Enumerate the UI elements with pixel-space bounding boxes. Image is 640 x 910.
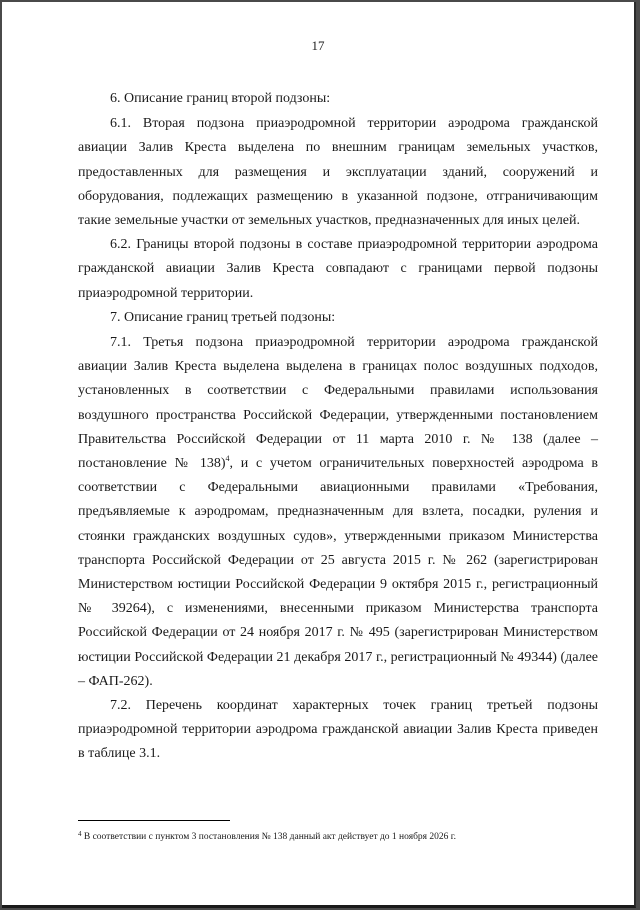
footnote-marker: 4 [78, 830, 82, 838]
paragraph-6-2: 6.2. Границы второй подзоны в составе приаэродромной территории аэродрома гражданской авиации Залив Креста совпадают с границами первой подзоны приаэродромной территории. [78, 237, 598, 301]
footnote [78, 831, 598, 843]
footnote-reference: 4 [225, 454, 230, 464]
paragraph-7-2: 7.2. Перечень координат характерных точек границ третьей подзоны приаэродромной территории аэродрома гражданской авиации Залив Креста приведен в таблице 3.1. [78, 698, 598, 762]
paragraph-7-1 [78, 331, 598, 694]
footnote-separator [78, 820, 230, 821]
paragraph-7-1-text-start: 7.1. Третья подзона приаэродромной территории аэродрома гражданской авиации Залив Креста выделена выделена в границах полос воздушных подходов, установленных в соответствии с Федеральными правилами использования воздушного пространства Российской Федерации, утвержденными постановлением Правительства Российской Федерации от 11 марта 2010 г. № 138 (далее – постановление № 138) [78, 335, 598, 472]
paragraph-7-1-text-end: , и с учетом ограничительных поверхностей аэродрома в соответствии с Федеральными авиационными правилами «Требования, предъявляемые к аэродромам, предназначенным для взлета, посадки, руления и стоянки гражданских воздушных судов», утвержденными приказом Министерства транспорта Российской Федерации от 25 августа 2015 г. № 262 (зарегистрирован Министерством юстиции Российской Федерации 9 октября 2015 г., регистрационный № 39264), с изменениями, внесенными приказом Министерства транспорта Российской Федерации от 24 ноября 2017 г. № 495 (зарегистрирован Министерством юстиции Российской Федерации 21 декабря 2017 г., регистрационный № 49344) (далее – ФАП-262). [78, 456, 598, 689]
footnote-text: В соответствии с пунктом 3 постановления № 138 данный акт действует до 1 ноября 2026 г. [81, 832, 456, 842]
section-7-heading: 7. Описание границ третьей подзоны: [110, 309, 336, 325]
section-6-heading: 6. Описание границ второй подзоны: [110, 91, 331, 106]
document-page [2, 2, 636, 908]
document-body [78, 87, 598, 767]
paragraph-6-1: 6.1. Вторая подзона приаэродромной территории аэродрома гражданской авиации Залив Креста выделена по внешним границам земельных участков, предоставленных для размещения и эксплуатации зданий, сооружений и оборудования, подлежащих размещению в указанной подзоне, отграничивающим такие земельные участки от земельных участков, предназначенных для иных целей. [78, 116, 598, 229]
page-number: 17 [311, 38, 325, 53]
